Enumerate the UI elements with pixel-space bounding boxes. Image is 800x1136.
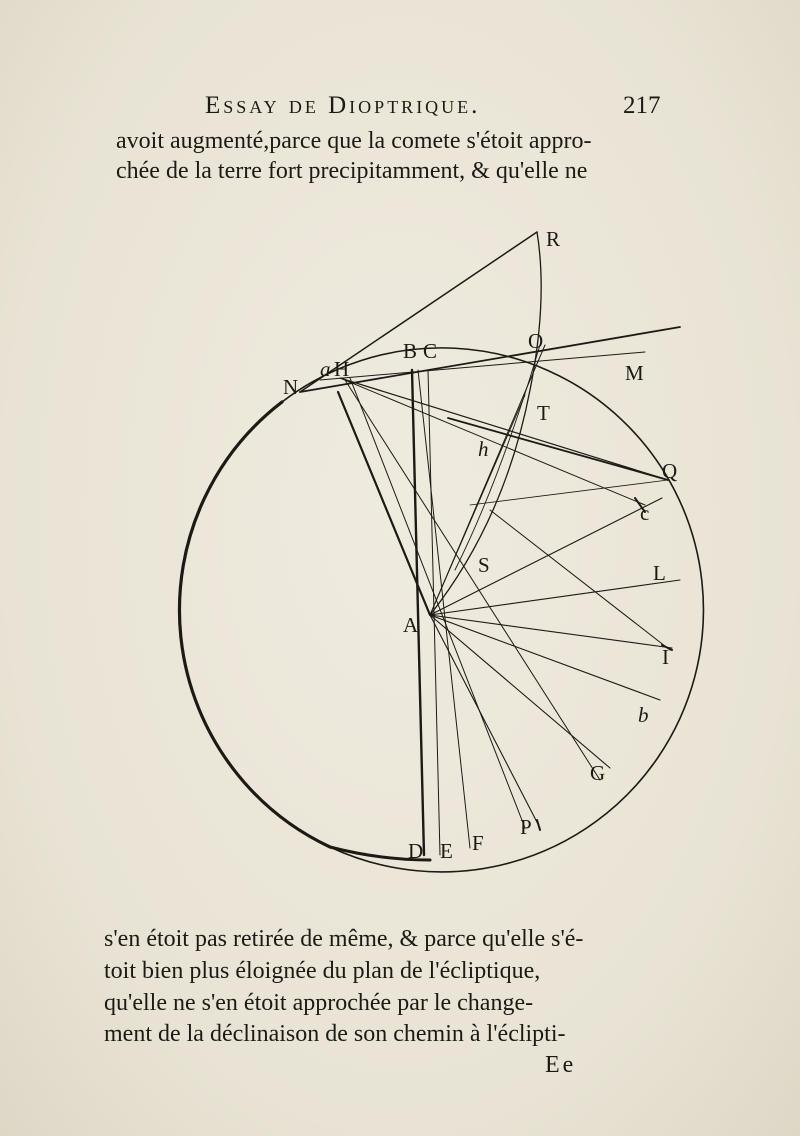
label-L: L bbox=[653, 561, 666, 585]
page-number: 217 bbox=[623, 92, 661, 119]
label-b: b bbox=[638, 703, 649, 727]
body-line-5: qu'elle ne s'en étoit approchée par le change- bbox=[104, 990, 534, 1016]
line-A-L bbox=[430, 580, 680, 615]
line-A-b bbox=[430, 615, 660, 700]
body-line-3: s'en étoit pas retirée de même, & parce qu'elle s'é- bbox=[104, 926, 584, 952]
body-line-4: toit bien plus éloignée du plan de l'écliptique, bbox=[104, 958, 541, 984]
label-S: S bbox=[478, 553, 490, 577]
label-M: M bbox=[625, 361, 644, 385]
line-A-G bbox=[430, 615, 610, 768]
label-R: R bbox=[546, 227, 561, 251]
label-c: c bbox=[640, 501, 650, 525]
label-Q: Q bbox=[662, 459, 678, 483]
line-A-P bbox=[430, 615, 540, 828]
line-A-T bbox=[430, 395, 525, 615]
label-a: a bbox=[320, 357, 331, 381]
label-F: F bbox=[472, 831, 484, 855]
body-line-1: avoit augmenté,parce que la comete s'étoit appro- bbox=[116, 128, 592, 154]
line-B-F bbox=[418, 370, 470, 848]
line-N-M bbox=[300, 327, 680, 392]
line-A-c bbox=[430, 498, 662, 615]
line-A-I bbox=[430, 615, 672, 648]
label-C: C bbox=[423, 339, 438, 363]
line-H-G bbox=[345, 380, 600, 780]
label-h: h bbox=[478, 437, 489, 461]
label-P: P bbox=[520, 815, 532, 839]
line-H-Q bbox=[340, 378, 668, 480]
body-line-6: ment de la déclinaison de son chemin à l'éclipti- bbox=[104, 1021, 566, 1047]
label-I: I bbox=[662, 645, 669, 669]
running-head-title: Essay de Dioptrique. bbox=[205, 92, 481, 119]
label-O: O bbox=[528, 329, 544, 353]
line-H-I bbox=[490, 510, 670, 650]
body-line-2: chée de la terre fort precipitamment, & qu'elle ne bbox=[116, 158, 588, 184]
circle-right-arc bbox=[282, 348, 703, 872]
label-A: A bbox=[403, 613, 419, 637]
label-E: E bbox=[440, 839, 453, 863]
signature-mark: Ee bbox=[545, 1052, 577, 1078]
line-a-M bbox=[320, 352, 645, 380]
label-G: G bbox=[590, 761, 606, 785]
label-B: B bbox=[403, 339, 418, 363]
circle-left-arc bbox=[179, 402, 330, 847]
label-N: N bbox=[283, 375, 299, 399]
label-T: T bbox=[537, 401, 550, 425]
label-H: H bbox=[334, 357, 350, 381]
label-D: D bbox=[408, 839, 424, 863]
